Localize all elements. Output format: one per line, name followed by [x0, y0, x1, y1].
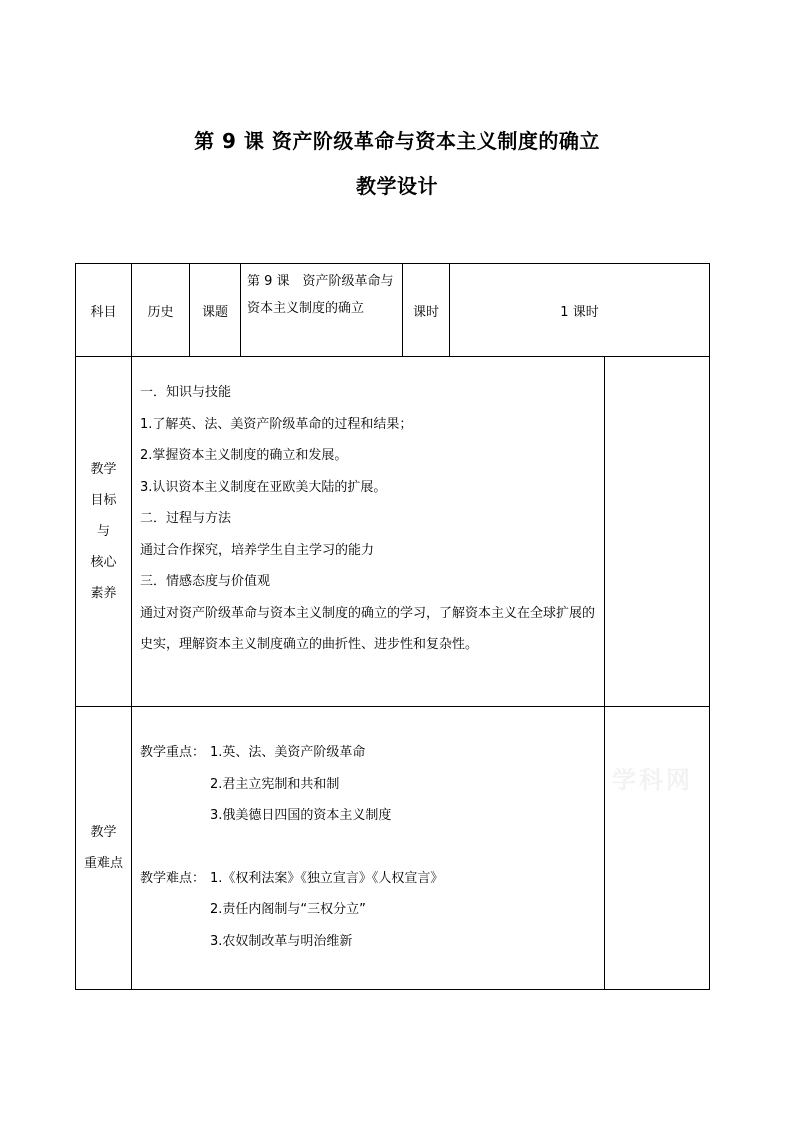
- objective-heading: 三．情感态度与价值观: [140, 574, 271, 589]
- focus-item-text: 1.英、法、美资产阶级革命: [210, 745, 366, 760]
- difficulty-item-text: 1.《权利法案》《独立宣言》《人权宣言》: [210, 870, 444, 886]
- document-title: 第 9 课 资产阶级革命与资本主义制度的确立: [194, 129, 600, 153]
- focus-label: 教学重点：: [140, 745, 206, 760]
- objective-item: 3.认识资本主义制度在亚欧美大陆的扩展。: [140, 479, 387, 495]
- objective-heading: 二．过程与方法: [140, 511, 232, 526]
- objectives-label-line: 与: [96, 524, 110, 539]
- objectives-row: [76, 357, 710, 707]
- subject-value: 历史: [132, 264, 190, 357]
- focus-item: [140, 737, 596, 769]
- objective-item: 通过合作探究，培养学生自主学习的能力: [140, 542, 375, 558]
- objectives-label-line: 教学: [90, 462, 117, 477]
- difficulty-label: 教学难点：: [140, 870, 206, 886]
- watermark: 学科网: [612, 766, 693, 794]
- difficulty-item: 2.责任内阁制与“三权分立”: [210, 902, 366, 917]
- key-points-content: [132, 707, 605, 990]
- objective-paragraph: 通过对资产阶级革命与资本主义制度的确立的学习，了解资本主义在全球扩展的史实，理解资本主义制度确立的曲折性、进步性和复杂性。: [140, 605, 596, 652]
- key-points-empty-cell: [605, 707, 710, 990]
- objectives-label-line: 目标: [90, 493, 117, 508]
- focus-item: 2.君主立宪制和共和制: [210, 776, 340, 792]
- document-subtitle: 教学设计: [356, 174, 438, 198]
- difficulty-item: [140, 863, 596, 895]
- objectives-label: [76, 357, 132, 707]
- topic-value: 第 9 课 资产阶级革命与资本主义制度的确立: [241, 264, 403, 357]
- header-row: [76, 264, 710, 357]
- difficulty-item: 3.农奴制改革与明治维新: [210, 933, 353, 949]
- objectives-content: [132, 357, 605, 707]
- hours-value: 1 课时: [450, 264, 710, 357]
- objective-heading: 一．知识与技能: [140, 385, 232, 400]
- subject-label: 科目: [76, 264, 132, 357]
- hours-label: 课时: [403, 264, 450, 357]
- topic-label: 课题: [190, 264, 241, 357]
- objective-item: 1.了解英、法、美资产阶级革命的过程和结果；: [140, 416, 413, 432]
- objective-item: 2.掌握资本主义制度的确立和发展。: [140, 448, 348, 463]
- key-points-label-line: 教学: [90, 825, 117, 840]
- objectives-label-line: 素养: [90, 586, 117, 601]
- focus-item: 3.俄美德日四国的资本主义制度: [210, 808, 392, 823]
- key-points-label: [76, 707, 132, 990]
- objectives-empty-cell: [605, 357, 710, 707]
- key-points-label-line: 重难点: [83, 856, 123, 871]
- lesson-plan-table: [75, 263, 710, 990]
- objectives-label-line: 核心: [90, 555, 117, 570]
- key-points-row: [76, 707, 710, 990]
